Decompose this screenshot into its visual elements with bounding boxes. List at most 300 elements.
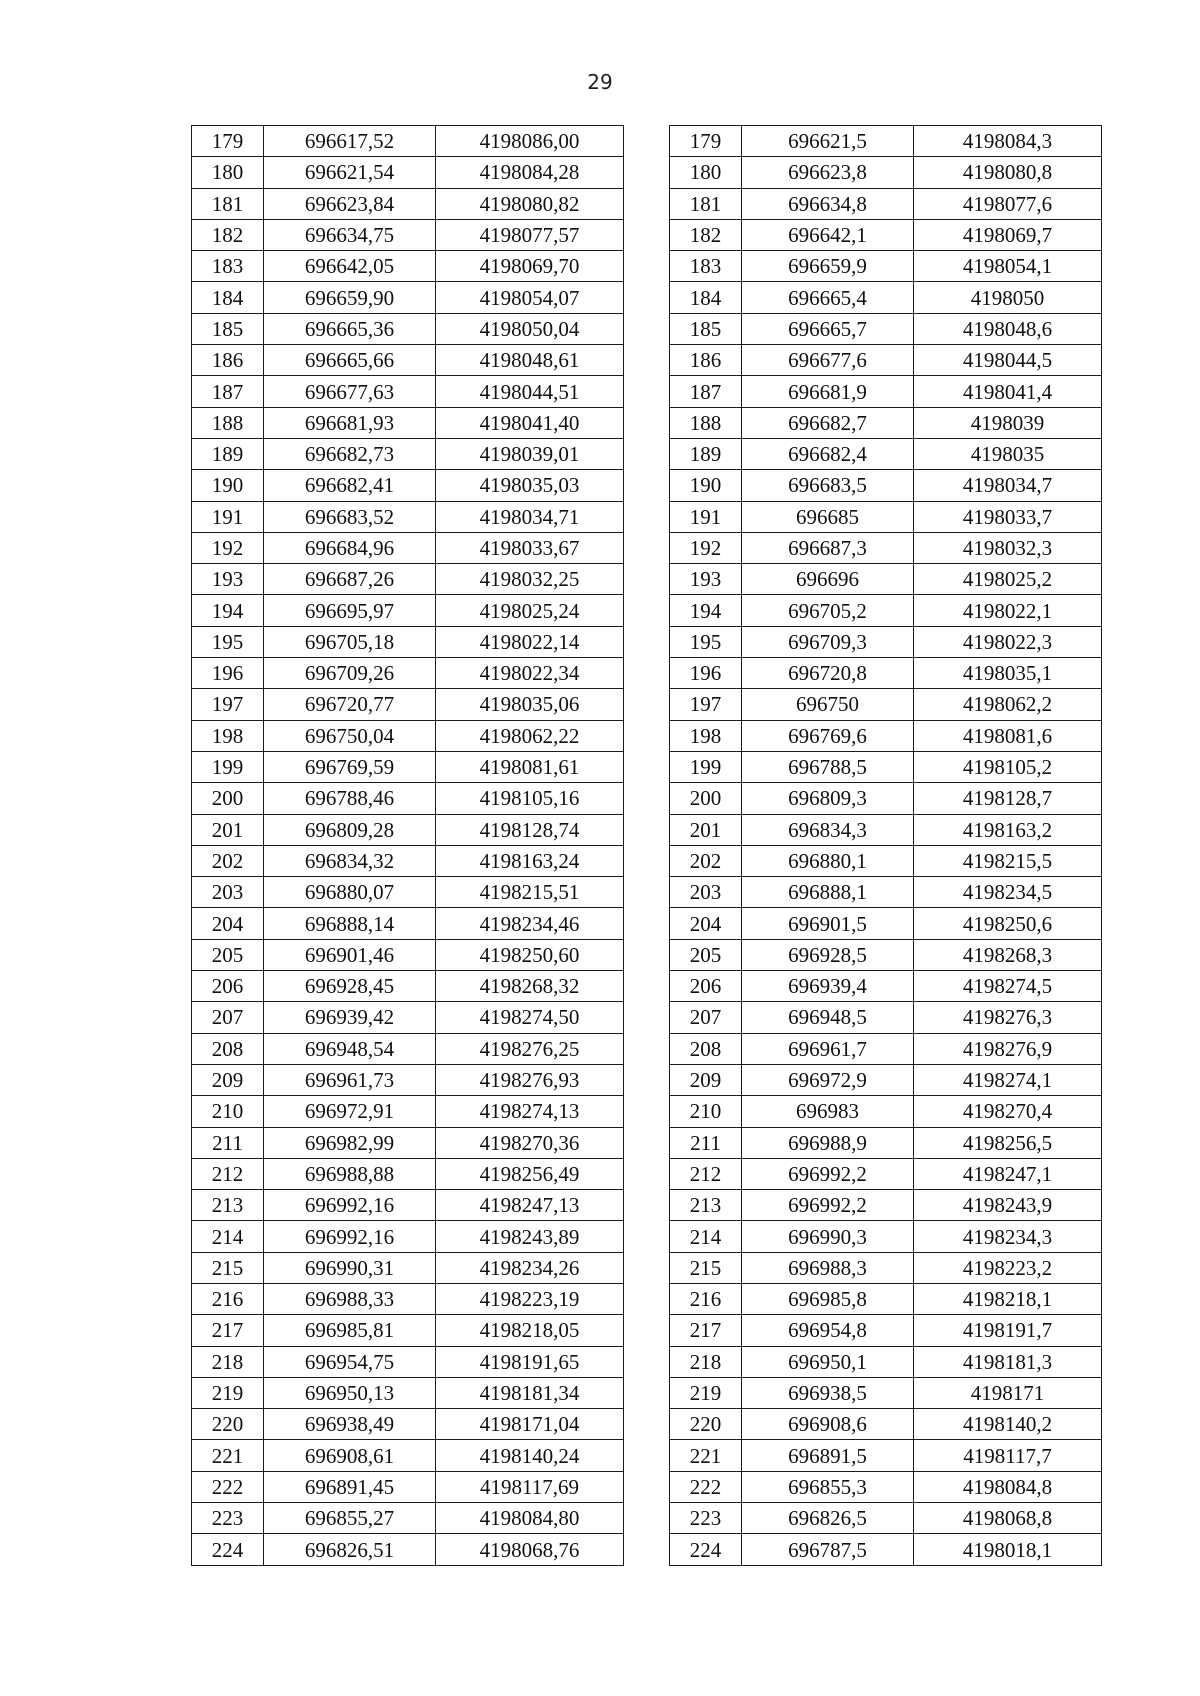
y-coordinate-cell: 4198032,3: [914, 532, 1102, 563]
x-coordinate-cell: 696720,8: [742, 658, 914, 689]
table-row: [670, 564, 1102, 595]
point-number-cell: 221: [192, 1440, 264, 1471]
y-coordinate-cell: 4198268,3: [914, 939, 1102, 970]
y-coordinate-cell: 4198081,6: [914, 720, 1102, 751]
x-coordinate-cell: 696665,4: [742, 282, 914, 313]
point-number-cell: 199: [192, 751, 264, 782]
table-row: [670, 1064, 1102, 1095]
point-number-cell: 208: [670, 1033, 742, 1064]
x-coordinate-cell: 696928,45: [264, 971, 436, 1002]
x-coordinate-cell: 696983: [742, 1096, 914, 1127]
table-row: [670, 1377, 1102, 1408]
table-row: [192, 877, 624, 908]
point-number-cell: 222: [192, 1471, 264, 1502]
point-number-cell: 193: [192, 564, 264, 595]
x-coordinate-cell: 696928,5: [742, 939, 914, 970]
point-number-cell: 189: [192, 438, 264, 469]
y-coordinate-cell: 4198234,46: [436, 908, 624, 939]
table-row: [192, 1252, 624, 1283]
x-coordinate-cell: 696642,05: [264, 251, 436, 282]
table-row: [670, 282, 1102, 313]
table-row: [192, 1033, 624, 1064]
table-row: [192, 1221, 624, 1252]
point-number-cell: 215: [192, 1252, 264, 1283]
x-coordinate-cell: 696682,7: [742, 407, 914, 438]
table-row: [192, 783, 624, 814]
x-coordinate-cell: 696938,5: [742, 1377, 914, 1408]
table-row: [670, 626, 1102, 657]
x-coordinate-cell: 696720,77: [264, 689, 436, 720]
table-row: [192, 219, 624, 250]
table-row: [670, 470, 1102, 501]
table-row: [670, 1471, 1102, 1502]
table-row: [670, 345, 1102, 376]
x-coordinate-cell: 696982,99: [264, 1127, 436, 1158]
y-coordinate-cell: 4198035,03: [436, 470, 624, 501]
table-row: [670, 1127, 1102, 1158]
point-number-cell: 219: [670, 1377, 742, 1408]
x-coordinate-cell: 696908,6: [742, 1409, 914, 1440]
table-row: [192, 1002, 624, 1033]
y-coordinate-cell: 4198018,1: [914, 1534, 1102, 1565]
point-number-cell: 185: [670, 313, 742, 344]
y-coordinate-cell: 4198234,26: [436, 1252, 624, 1283]
y-coordinate-cell: 4198033,67: [436, 532, 624, 563]
table-row: [670, 438, 1102, 469]
x-coordinate-cell: 696988,33: [264, 1283, 436, 1314]
y-coordinate-cell: 4198171: [914, 1377, 1102, 1408]
table-row: [192, 626, 624, 657]
point-number-cell: 196: [192, 658, 264, 689]
table-row: [670, 689, 1102, 720]
point-number-cell: 200: [192, 783, 264, 814]
point-number-cell: 216: [192, 1283, 264, 1314]
x-coordinate-cell: 696908,61: [264, 1440, 436, 1471]
x-coordinate-cell: 696938,49: [264, 1409, 436, 1440]
x-coordinate-cell: 696948,54: [264, 1033, 436, 1064]
y-coordinate-cell: 4198250,60: [436, 939, 624, 970]
y-coordinate-cell: 4198215,5: [914, 845, 1102, 876]
point-number-cell: 201: [192, 814, 264, 845]
table-row: [192, 845, 624, 876]
point-number-cell: 191: [192, 501, 264, 532]
point-number-cell: 217: [670, 1315, 742, 1346]
table-row: [192, 1190, 624, 1221]
table-row: [192, 470, 624, 501]
y-coordinate-cell: 4198084,3: [914, 126, 1102, 157]
point-number-cell: 181: [670, 188, 742, 219]
table-row: [670, 845, 1102, 876]
y-coordinate-cell: 4198035: [914, 438, 1102, 469]
point-number-cell: 207: [670, 1002, 742, 1033]
y-coordinate-cell: 4198256,5: [914, 1127, 1102, 1158]
page-number: 29: [587, 70, 613, 94]
table-row: [192, 282, 624, 313]
x-coordinate-cell: 696634,8: [742, 188, 914, 219]
y-coordinate-cell: 4198105,16: [436, 783, 624, 814]
point-number-cell: 195: [192, 626, 264, 657]
x-coordinate-cell: 696705,18: [264, 626, 436, 657]
point-number-cell: 190: [192, 470, 264, 501]
table-row: [192, 376, 624, 407]
y-coordinate-cell: 4198086,00: [436, 126, 624, 157]
y-coordinate-cell: 4198077,57: [436, 219, 624, 250]
y-coordinate-cell: 4198068,76: [436, 1534, 624, 1565]
table-row: [192, 532, 624, 563]
table-row: [670, 313, 1102, 344]
x-coordinate-cell: 696683,5: [742, 470, 914, 501]
point-number-cell: 212: [192, 1158, 264, 1189]
table-row: [670, 1283, 1102, 1314]
table-row: [670, 532, 1102, 563]
table-row: [670, 1221, 1102, 1252]
y-coordinate-cell: 4198243,89: [436, 1221, 624, 1252]
point-number-cell: 186: [192, 345, 264, 376]
table-row: [192, 595, 624, 626]
point-number-cell: 211: [670, 1127, 742, 1158]
point-number-cell: 205: [670, 939, 742, 970]
x-coordinate-cell: 696992,16: [264, 1221, 436, 1252]
x-coordinate-cell: 696954,8: [742, 1315, 914, 1346]
point-number-cell: 214: [670, 1221, 742, 1252]
y-coordinate-cell: 4198234,3: [914, 1221, 1102, 1252]
x-coordinate-cell: 696834,3: [742, 814, 914, 845]
x-coordinate-cell: 696709,26: [264, 658, 436, 689]
y-coordinate-cell: 4198022,14: [436, 626, 624, 657]
x-coordinate-cell: 696681,9: [742, 376, 914, 407]
x-coordinate-cell: 696787,5: [742, 1534, 914, 1565]
table-row: [192, 1471, 624, 1502]
x-coordinate-cell: 696623,84: [264, 188, 436, 219]
point-number-cell: 204: [192, 908, 264, 939]
x-coordinate-cell: 696990,31: [264, 1252, 436, 1283]
table-row: [670, 814, 1102, 845]
table-row: [192, 939, 624, 970]
y-coordinate-cell: 4198276,93: [436, 1064, 624, 1095]
table-row: [192, 188, 624, 219]
y-coordinate-cell: 4198247,1: [914, 1158, 1102, 1189]
y-coordinate-cell: 4198247,13: [436, 1190, 624, 1221]
x-coordinate-cell: 696888,1: [742, 877, 914, 908]
point-number-cell: 186: [670, 345, 742, 376]
x-coordinate-cell: 696687,3: [742, 532, 914, 563]
table-row: [192, 1315, 624, 1346]
x-coordinate-cell: 696954,75: [264, 1346, 436, 1377]
point-number-cell: 224: [670, 1534, 742, 1565]
y-coordinate-cell: 4198035,1: [914, 658, 1102, 689]
x-coordinate-cell: 696992,2: [742, 1158, 914, 1189]
table-row: [670, 1534, 1102, 1565]
table-row: [670, 157, 1102, 188]
x-coordinate-cell: 696681,93: [264, 407, 436, 438]
point-number-cell: 182: [670, 219, 742, 250]
y-coordinate-cell: 4198117,7: [914, 1440, 1102, 1471]
y-coordinate-cell: 4198223,19: [436, 1283, 624, 1314]
table-row: [670, 1252, 1102, 1283]
y-coordinate-cell: 4198080,82: [436, 188, 624, 219]
table-row: [670, 376, 1102, 407]
point-number-cell: 218: [670, 1346, 742, 1377]
x-coordinate-cell: 696665,7: [742, 313, 914, 344]
point-number-cell: 224: [192, 1534, 264, 1565]
x-coordinate-cell: 696750: [742, 689, 914, 720]
x-coordinate-cell: 696709,3: [742, 626, 914, 657]
point-number-cell: 188: [670, 407, 742, 438]
point-number-cell: 211: [192, 1127, 264, 1158]
table-row: [670, 1190, 1102, 1221]
point-number-cell: 199: [670, 751, 742, 782]
y-coordinate-cell: 4198054,1: [914, 251, 1102, 282]
x-coordinate-cell: 696665,36: [264, 313, 436, 344]
table-row: [192, 1064, 624, 1095]
table-row: [670, 1315, 1102, 1346]
y-coordinate-cell: 4198081,61: [436, 751, 624, 782]
x-coordinate-cell: 696788,46: [264, 783, 436, 814]
point-number-cell: 179: [192, 126, 264, 157]
table-row: [192, 345, 624, 376]
point-number-cell: 194: [192, 595, 264, 626]
x-coordinate-cell: 696809,28: [264, 814, 436, 845]
x-coordinate-cell: 696826,51: [264, 1534, 436, 1565]
x-coordinate-cell: 696939,4: [742, 971, 914, 1002]
table-row: [670, 1409, 1102, 1440]
y-coordinate-cell: 4198084,80: [436, 1503, 624, 1534]
y-coordinate-cell: 4198022,3: [914, 626, 1102, 657]
table-row: [192, 313, 624, 344]
point-number-cell: 187: [192, 376, 264, 407]
x-coordinate-cell: 696621,54: [264, 157, 436, 188]
x-coordinate-cell: 696696: [742, 564, 914, 595]
point-number-cell: 213: [670, 1190, 742, 1221]
y-coordinate-cell: 4198039: [914, 407, 1102, 438]
x-coordinate-cell: 696880,07: [264, 877, 436, 908]
y-coordinate-cell: 4198039,01: [436, 438, 624, 469]
y-coordinate-cell: 4198268,32: [436, 971, 624, 1002]
table-row: [192, 1096, 624, 1127]
point-number-cell: 223: [192, 1503, 264, 1534]
table-row: [670, 188, 1102, 219]
y-coordinate-cell: 4198256,49: [436, 1158, 624, 1189]
point-number-cell: 196: [670, 658, 742, 689]
y-coordinate-cell: 4198084,28: [436, 157, 624, 188]
y-coordinate-cell: 4198069,70: [436, 251, 624, 282]
y-coordinate-cell: 4198171,04: [436, 1409, 624, 1440]
y-coordinate-cell: 4198250,6: [914, 908, 1102, 939]
y-coordinate-cell: 4198215,51: [436, 877, 624, 908]
point-number-cell: 180: [670, 157, 742, 188]
x-coordinate-cell: 696705,2: [742, 595, 914, 626]
y-coordinate-cell: 4198276,25: [436, 1033, 624, 1064]
point-number-cell: 214: [192, 1221, 264, 1252]
x-coordinate-cell: 696891,5: [742, 1440, 914, 1471]
x-coordinate-cell: 696992,16: [264, 1190, 436, 1221]
y-coordinate-cell: 4198041,40: [436, 407, 624, 438]
x-coordinate-cell: 696677,63: [264, 376, 436, 407]
table-row: [192, 1158, 624, 1189]
table-row: [192, 251, 624, 282]
x-coordinate-cell: 696948,5: [742, 1002, 914, 1033]
x-coordinate-cell: 696687,26: [264, 564, 436, 595]
y-coordinate-cell: 4198062,2: [914, 689, 1102, 720]
table-row: [670, 1503, 1102, 1534]
x-coordinate-cell: 696685: [742, 501, 914, 532]
point-number-cell: 215: [670, 1252, 742, 1283]
point-number-cell: 189: [670, 438, 742, 469]
x-coordinate-cell: 696834,32: [264, 845, 436, 876]
table-row: [670, 1096, 1102, 1127]
point-number-cell: 180: [192, 157, 264, 188]
x-coordinate-cell: 696888,14: [264, 908, 436, 939]
point-number-cell: 213: [192, 1190, 264, 1221]
point-number-cell: 202: [670, 845, 742, 876]
table-row: [192, 908, 624, 939]
y-coordinate-cell: 4198223,2: [914, 1252, 1102, 1283]
point-number-cell: 192: [192, 532, 264, 563]
x-coordinate-cell: 696665,66: [264, 345, 436, 376]
table-row: [192, 814, 624, 845]
table-row: [670, 720, 1102, 751]
point-number-cell: 198: [670, 720, 742, 751]
x-coordinate-cell: 696642,1: [742, 219, 914, 250]
y-coordinate-cell: 4198274,50: [436, 1002, 624, 1033]
point-number-cell: 184: [670, 282, 742, 313]
y-coordinate-cell: 4198048,6: [914, 313, 1102, 344]
y-coordinate-cell: 4198163,24: [436, 845, 624, 876]
point-number-cell: 209: [670, 1064, 742, 1095]
y-coordinate-cell: 4198163,2: [914, 814, 1102, 845]
x-coordinate-cell: 696677,6: [742, 345, 914, 376]
point-number-cell: 182: [192, 219, 264, 250]
y-coordinate-cell: 4198270,36: [436, 1127, 624, 1158]
y-coordinate-cell: 4198048,61: [436, 345, 624, 376]
table-row: [192, 564, 624, 595]
x-coordinate-cell: 696901,5: [742, 908, 914, 939]
table-row: [192, 658, 624, 689]
x-coordinate-cell: 696961,7: [742, 1033, 914, 1064]
coordinates-table-left: [191, 125, 624, 1566]
x-coordinate-cell: 696659,9: [742, 251, 914, 282]
y-coordinate-cell: 4198041,4: [914, 376, 1102, 407]
y-coordinate-cell: 4198276,9: [914, 1033, 1102, 1064]
x-coordinate-cell: 696891,45: [264, 1471, 436, 1502]
table-row: [192, 1409, 624, 1440]
table-row: [670, 971, 1102, 1002]
point-number-cell: 210: [670, 1096, 742, 1127]
point-number-cell: 203: [192, 877, 264, 908]
y-coordinate-cell: 4198044,51: [436, 376, 624, 407]
point-number-cell: 192: [670, 532, 742, 563]
point-number-cell: 208: [192, 1033, 264, 1064]
table-row: [192, 971, 624, 1002]
point-number-cell: 204: [670, 908, 742, 939]
y-coordinate-cell: 4198032,25: [436, 564, 624, 595]
x-coordinate-cell: 696682,4: [742, 438, 914, 469]
x-coordinate-cell: 696972,9: [742, 1064, 914, 1095]
x-coordinate-cell: 696990,3: [742, 1221, 914, 1252]
table-row: [192, 1503, 624, 1534]
point-number-cell: 195: [670, 626, 742, 657]
table-row: [670, 595, 1102, 626]
x-coordinate-cell: 696809,3: [742, 783, 914, 814]
point-number-cell: 216: [670, 1283, 742, 1314]
x-coordinate-cell: 696617,52: [264, 126, 436, 157]
table-row: [192, 438, 624, 469]
x-coordinate-cell: 696950,13: [264, 1377, 436, 1408]
table-row: [670, 908, 1102, 939]
table-row: [670, 783, 1102, 814]
x-coordinate-cell: 696621,5: [742, 126, 914, 157]
table-row: [670, 251, 1102, 282]
table-row: [192, 689, 624, 720]
y-coordinate-cell: 4198128,7: [914, 783, 1102, 814]
point-number-cell: 203: [670, 877, 742, 908]
table-row: [670, 407, 1102, 438]
x-coordinate-cell: 696972,91: [264, 1096, 436, 1127]
point-number-cell: 202: [192, 845, 264, 876]
y-coordinate-cell: 4198080,8: [914, 157, 1102, 188]
x-coordinate-cell: 696988,9: [742, 1127, 914, 1158]
y-coordinate-cell: 4198191,65: [436, 1346, 624, 1377]
point-number-cell: 220: [670, 1409, 742, 1440]
y-coordinate-cell: 4198140,24: [436, 1440, 624, 1471]
y-coordinate-cell: 4198050,04: [436, 313, 624, 344]
y-coordinate-cell: 4198022,34: [436, 658, 624, 689]
y-coordinate-cell: 4198035,06: [436, 689, 624, 720]
x-coordinate-cell: 696992,2: [742, 1190, 914, 1221]
x-coordinate-cell: 696988,88: [264, 1158, 436, 1189]
table-row: [192, 157, 624, 188]
point-number-cell: 179: [670, 126, 742, 157]
y-coordinate-cell: 4198181,3: [914, 1346, 1102, 1377]
y-coordinate-cell: 4198034,71: [436, 501, 624, 532]
point-number-cell: 219: [192, 1377, 264, 1408]
y-coordinate-cell: 4198034,7: [914, 470, 1102, 501]
y-coordinate-cell: 4198068,8: [914, 1503, 1102, 1534]
table-row: [670, 126, 1102, 157]
x-coordinate-cell: 696950,1: [742, 1346, 914, 1377]
y-coordinate-cell: 4198022,1: [914, 595, 1102, 626]
y-coordinate-cell: 4198025,2: [914, 564, 1102, 595]
table-row: [670, 219, 1102, 250]
table-row: [670, 501, 1102, 532]
y-coordinate-cell: 4198025,24: [436, 595, 624, 626]
point-number-cell: 209: [192, 1064, 264, 1095]
point-number-cell: 200: [670, 783, 742, 814]
point-number-cell: 188: [192, 407, 264, 438]
x-coordinate-cell: 696769,59: [264, 751, 436, 782]
table-row: [192, 1283, 624, 1314]
y-coordinate-cell: 4198140,2: [914, 1409, 1102, 1440]
table-row: [670, 658, 1102, 689]
table-row: [192, 720, 624, 751]
y-coordinate-cell: 4198062,22: [436, 720, 624, 751]
point-number-cell: 206: [192, 971, 264, 1002]
x-coordinate-cell: 696750,04: [264, 720, 436, 751]
point-number-cell: 194: [670, 595, 742, 626]
x-coordinate-cell: 696826,5: [742, 1503, 914, 1534]
point-number-cell: 205: [192, 939, 264, 970]
table-row: [192, 407, 624, 438]
y-coordinate-cell: 4198033,7: [914, 501, 1102, 532]
y-coordinate-cell: 4198234,5: [914, 877, 1102, 908]
y-coordinate-cell: 4198274,13: [436, 1096, 624, 1127]
x-coordinate-cell: 696684,96: [264, 532, 436, 563]
y-coordinate-cell: 4198077,6: [914, 188, 1102, 219]
table-row: [670, 1033, 1102, 1064]
point-number-cell: 187: [670, 376, 742, 407]
point-number-cell: 183: [670, 251, 742, 282]
point-number-cell: 181: [192, 188, 264, 219]
